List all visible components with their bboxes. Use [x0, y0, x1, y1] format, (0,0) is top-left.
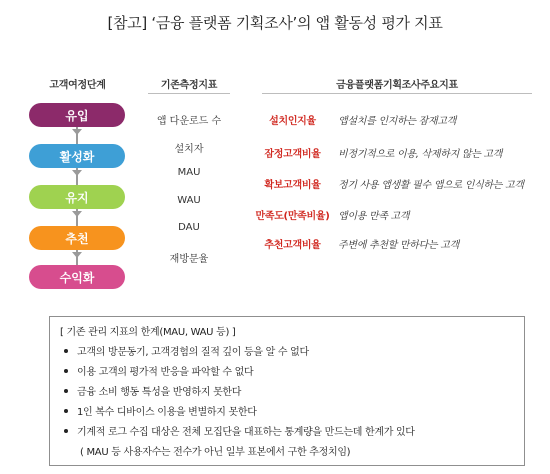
indicator-item: 재방문율 — [169, 254, 209, 265]
stage-pill — [29, 185, 125, 209]
limitation-item — [64, 403, 257, 418]
limitation-text: 이용 고객의 평가적 반응을 파악할 수 없다 — [77, 367, 254, 378]
limitation-item — [64, 423, 415, 438]
stage-label: 활성화 — [59, 149, 95, 164]
limitations-box — [49, 316, 525, 466]
kpi-description: 주변에 추천할 만하다는 고객 — [338, 240, 459, 251]
indicator-item: MAU — [177, 167, 201, 178]
stage-label: 수익화 — [59, 270, 95, 285]
bullet-icon — [64, 349, 68, 353]
kpi-description: 비정기적으로 이용, 삭제하지 않는 고객 — [338, 149, 503, 160]
arrow-down-icon — [72, 211, 82, 217]
stage-label: 추천 — [65, 231, 89, 246]
limitation-item — [64, 383, 241, 398]
bullet-icon — [64, 409, 68, 413]
indicators-header: 기존측정지표 — [160, 80, 218, 91]
limitations-note: ( MAU 등 사용자수는 전수가 아닌 일부 표본에서 구한 추정치임) — [80, 447, 351, 458]
indicator-item: DAU — [178, 222, 200, 233]
arrow-down-icon — [72, 252, 82, 258]
limitation-item — [64, 363, 253, 378]
kpi-name: 잠정고객비율 — [264, 149, 321, 160]
kpi-name: 만족도(만족비율) — [255, 211, 330, 222]
bullet-icon — [64, 389, 68, 393]
limitation-text: 1인 복수 디바이스 이용을 변별하지 못한다 — [77, 407, 257, 418]
stage-pill — [29, 226, 125, 250]
page-title: [참고] ‘금융 플랫폼 기획조사’의 앱 활동성 평가 지표 — [107, 14, 443, 32]
kpi-name: 확보고객비율 — [264, 180, 321, 191]
stage-pill — [29, 144, 125, 168]
arrow-down-icon — [72, 129, 82, 135]
limitation-text: 금융 소비 행동 특성을 반영하지 못한다 — [77, 387, 242, 398]
stage-label: 유입 — [65, 108, 89, 123]
limitations-title: [ 기존 관리 지표의 한계(MAU, WAU 등) ] — [60, 327, 236, 338]
bullet-icon — [64, 369, 68, 373]
kpi-name: 설치인지율 — [269, 116, 316, 127]
indicator-item: 앱 다운로드 수 — [156, 116, 222, 127]
kpi-name: 추천고객비율 — [264, 240, 321, 251]
indicators-header-underline — [148, 93, 230, 94]
kpi-description: 앱이용 만족 고객 — [338, 211, 410, 222]
stage-pill — [29, 265, 125, 289]
kpis-header-underline — [262, 93, 532, 94]
arrow-down-icon — [72, 170, 82, 176]
limitation-item — [64, 343, 309, 358]
stage-label: 유지 — [65, 190, 89, 205]
indicator-item: 설치자 — [174, 144, 204, 155]
indicator-item: WAU — [177, 195, 201, 206]
stages-header: 고객여정단계 — [49, 80, 106, 91]
kpi-description: 앱설치를 인지하는 잠재고객 — [338, 116, 457, 127]
stage-pill — [29, 103, 125, 127]
kpis-header: 금융플랫폼기획조사주요지표 — [336, 80, 458, 91]
kpi-description: 정기 사용 앱생활 필수 앱으로 인식하는 고객 — [338, 180, 524, 191]
limitation-text: 고객의 방문동기, 고객경험의 질적 깊이 등을 알 수 없다 — [77, 347, 309, 358]
limitation-text: 기계적 로그 수집 대상은 전체 모집단을 대표하는 통계량을 만드는데 한계가 있다 — [77, 427, 415, 438]
bullet-icon — [64, 429, 68, 433]
